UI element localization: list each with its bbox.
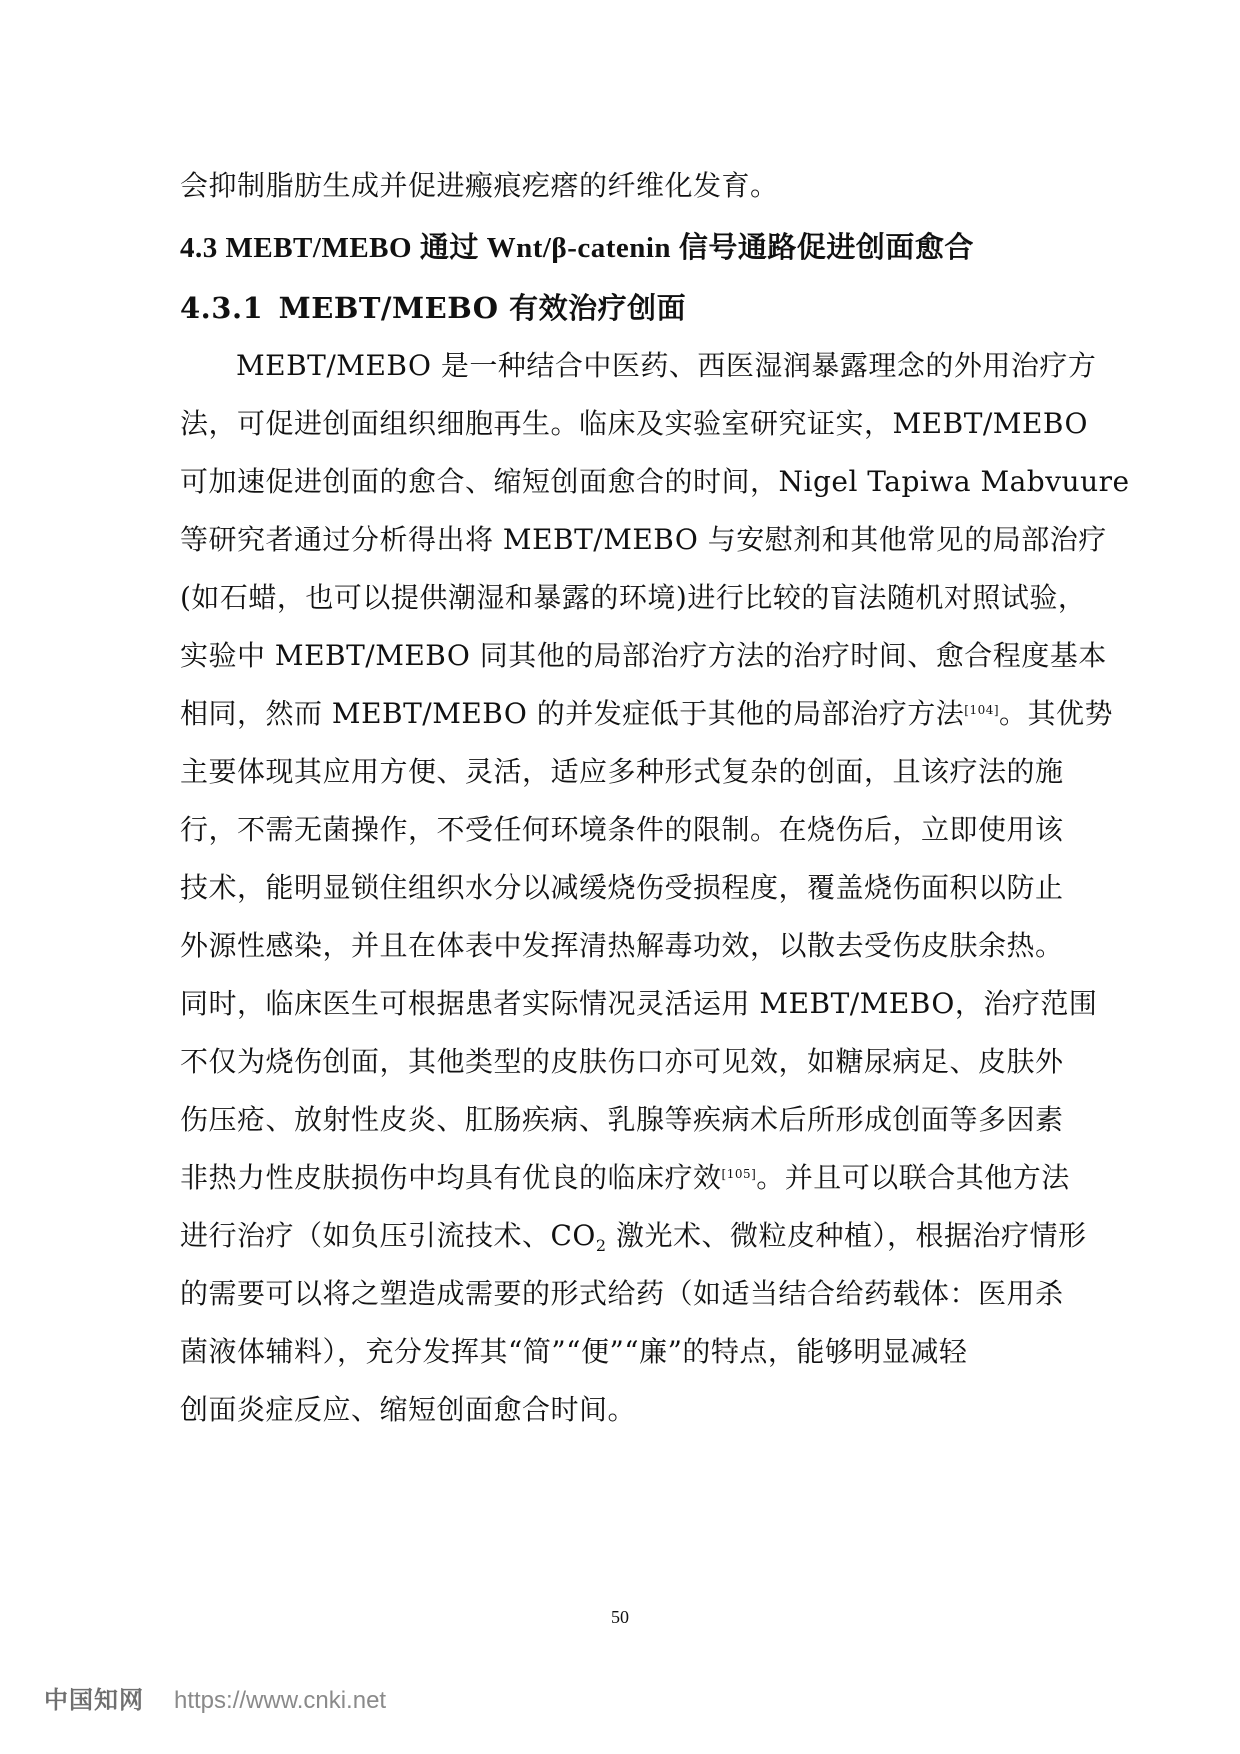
paragraph-line: 同时，临床医生可根据患者实际情况灵活运用 MEBT/MEBO，治疗范围 [180,987,1098,1020]
body-text-line: 会抑制脂肪生成并促进瘢痕疙瘩的纤维化发育。 [180,169,779,202]
section-heading-4-3: 4.3 MEBT/MEBO 通过 Wnt/β-catenin 信号通路促进创面愈合 [180,232,974,264]
paragraph-line: 不仅为烧伤创面，其他类型的皮肤伤口亦可见效，如糖尿病足、皮肤外 [180,1045,1064,1078]
paragraph-line: 主要体现其应用方便、灵活，适应多种形式复杂的创面，且该疗法的施 [180,755,1064,788]
subscript: 2 [595,1236,607,1255]
text-span: 。并且可以联合其他方法 [756,1161,1070,1194]
citation-104[interactable]: [104] [964,703,1000,717]
paragraph-line: 外源性感染，并且在体表中发挥清热解毒功效，以散去受伤皮肤余热。 [180,929,1064,962]
paragraph-line: 创面炎症反应、缩短创面愈合时间。 [180,1393,637,1426]
paragraph-line: 的需要可以将之塑造成需要的形式给药（如适当结合给药载体：医用杀 [180,1277,1064,1310]
section-title: MEBT/MEBO 有效治疗创面 [278,291,687,325]
section-number: 4.3.1 [180,291,264,325]
text-span: 进行治疗（如负压引流技术、CO [180,1219,596,1252]
citation-105[interactable]: [105] [721,1167,757,1181]
page-number: 50 [611,1607,629,1627]
text-span: 相同，然而 MEBT/MEBO 的并发症低于其他的局部治疗方法 [180,697,965,730]
paragraph-line: 等研究者通过分析得出将 MEBT/MEBO 与安慰剂和其他常见的局部治疗 [180,523,1107,556]
text-span: 激光术、微粒皮种植），根据治疗情形 [606,1219,1087,1252]
paragraph-line: (如石蜡，也可以提供潮湿和暴露的环境)进行比较的盲法随机对照试验， [180,581,1087,614]
paragraph-line [180,1158,1100,1198]
footer-url-link[interactable]: https://www.cnki.net [174,1687,387,1714]
paragraph-line: 行，不需无菌操作，不受任何环境条件的限制。在烧伤后，立即使用该 [180,813,1064,846]
text-span: 非热力性皮肤损伤中均具有优良的临床疗效 [180,1161,722,1194]
paragraph-line: 法，可促进创面组织细胞再生。临床及实验室研究证实，MEBT/MEBO [180,407,1088,440]
paragraph-line: 可加速促进创面的愈合、缩短创面愈合的时间，Nigel Tapiwa Mabvuure [180,465,1130,498]
paragraph-line [180,694,1114,734]
paragraph-line: 菌液体辅料），充分发挥其“简”“便”“廉”的特点，能够明显减轻 [180,1335,968,1368]
paragraph-line [180,1216,1100,1260]
section-heading-4-3-1 [180,288,1100,328]
footer-watermark [44,1680,387,1714]
cnki-logo-text: 中国知网 [44,1687,144,1714]
text-span: 。其优势 [999,697,1114,730]
paragraph-line: 伤压疮、放射性皮炎、肛肠疾病、乳腺等疾病术后所形成创面等多因素 [180,1103,1064,1136]
paragraph-line: 实验中 MEBT/MEBO 同其他的局部治疗方法的治疗时间、愈合程度基本 [180,639,1107,672]
paragraph-line: 技术，能明显锁住组织水分以减缓烧伤受损程度，覆盖烧伤面积以防止 [180,871,1064,904]
paragraph-line: MEBT/MEBO 是一种结合中医药、西医湿润暴露理念的外用治疗方 [236,349,1097,382]
